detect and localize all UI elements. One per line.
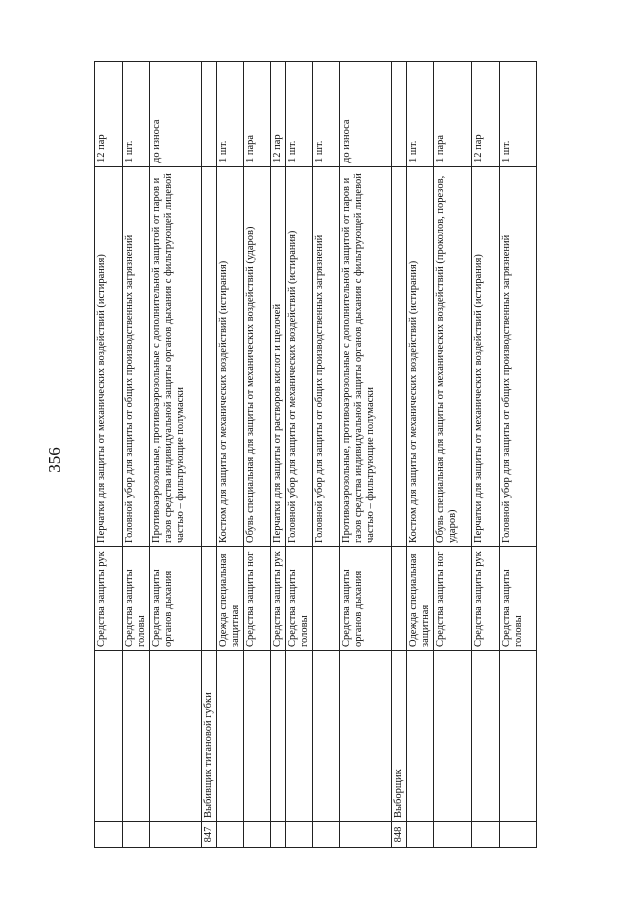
row-number (406, 822, 433, 848)
profession-cell (406, 651, 433, 822)
ppe-item-cell: Перчатки для защиты от растворов кислот и щелочей (270, 167, 285, 547)
table-row (471, 62, 499, 848)
issue-quantity-cell: 1 шт. (285, 62, 312, 167)
issue-quantity-cell (391, 62, 406, 167)
ppe-item-cell: Противоаэрозольные, противоаэрозольные с дополнительной защитой от паров и газов средства индивидуальной защиты органов дыхания с фильтрующей лицевой частью – фильтрующие полумаски (149, 167, 201, 547)
ppe-category-cell: Средства защиты головы (285, 547, 312, 651)
profession-cell (216, 651, 243, 822)
issue-quantity-cell: до износа (149, 62, 201, 167)
ppe-item-cell: Костюм для защиты от механических воздействий (истирания) (406, 167, 433, 547)
table-row (391, 62, 406, 848)
ppe-item-cell: Перчатки для защиты от механических воздействий (истирания) (95, 167, 123, 547)
table-row (95, 62, 123, 848)
ppe-category-cell (312, 547, 339, 651)
issue-quantity-cell: 1 пара (433, 62, 471, 167)
issue-quantity-cell (201, 62, 216, 167)
table-row (123, 62, 150, 848)
row-number: 848 (391, 822, 406, 848)
table-row (285, 62, 312, 848)
ppe-item-cell: Обувь специальная для защиты от механических воздействий (ударов) (243, 167, 270, 547)
ppe-category-cell: Средства защиты органов дыхания (149, 547, 201, 651)
profession-cell (243, 651, 270, 822)
row-number (433, 822, 471, 848)
profession-cell (285, 651, 312, 822)
issue-quantity-cell: 12 пар (471, 62, 499, 167)
row-number (312, 822, 339, 848)
row-number (123, 822, 150, 848)
issue-quantity-cell: 1 шт. (499, 62, 536, 167)
ppe-category-cell (391, 547, 406, 651)
row-number (339, 822, 391, 848)
issue-quantity-cell: 1 шт. (216, 62, 243, 167)
ppe-category-cell: Одежда специальная защитная (216, 547, 243, 651)
ppe-norms-table (94, 61, 537, 848)
ppe-category-cell: Средства защиты ног (243, 547, 270, 651)
ppe-item-cell: Костюм для защиты от механических воздействий (истирания) (216, 167, 243, 547)
issue-quantity-cell: 12 пар (270, 62, 285, 167)
ppe-category-cell: Средства защиты головы (123, 547, 150, 651)
table-row (312, 62, 339, 848)
ppe-category-cell: Средства защиты рук (95, 547, 123, 651)
issue-quantity-cell: 1 шт. (312, 62, 339, 167)
ppe-category-cell (201, 547, 216, 651)
issue-quantity-cell: до износа (339, 62, 391, 167)
row-number: 847 (201, 822, 216, 848)
ppe-item-cell: Головной убор для защиты от общих производственных загрязнений (312, 167, 339, 547)
table-row (433, 62, 471, 848)
table-row (243, 62, 270, 848)
issue-quantity-cell: 1 пара (243, 62, 270, 167)
issue-quantity-cell: 12 пар (95, 62, 123, 167)
ppe-item-cell: Противоаэрозольные, противоаэрозольные с дополнительной защитой от паров и газов средства индивидуальной защиты органов дыхания с фильтрующей лицевой частью – фильтрующие полумаски (339, 167, 391, 547)
row-number (285, 822, 312, 848)
ppe-item-cell (201, 167, 216, 547)
row-number (243, 822, 270, 848)
profession-cell (499, 651, 536, 822)
rotated-table-container (94, 62, 537, 848)
ppe-item-cell: Обувь специальная для защиты от механических воздействий (проколов, порезов, ударов) (433, 167, 471, 547)
ppe-item-cell: Головной убор для защиты от общих производственных загрязнений (123, 167, 150, 547)
profession-cell (312, 651, 339, 822)
row-number (499, 822, 536, 848)
table-row (339, 62, 391, 848)
row-number (95, 822, 123, 848)
profession-cell (471, 651, 499, 822)
row-number (149, 822, 201, 848)
ppe-category-cell: Средства защиты рук (270, 547, 285, 651)
profession-cell: Выбивщик титановой губки (201, 651, 216, 822)
profession-cell (270, 651, 285, 822)
table-row (499, 62, 536, 848)
table-row (201, 62, 216, 848)
profession-cell: Выборщик (391, 651, 406, 822)
ppe-category-cell: Средства защиты рук (471, 547, 499, 651)
row-number (216, 822, 243, 848)
ppe-category-cell: Средства защиты органов дыхания (339, 547, 391, 651)
ppe-category-cell: Средства защиты головы (499, 547, 536, 651)
profession-cell (123, 651, 150, 822)
table-row (270, 62, 285, 848)
ppe-category-cell: Одежда специальная защитная (406, 547, 433, 651)
table-row (406, 62, 433, 848)
table-row (149, 62, 201, 848)
profession-cell (433, 651, 471, 822)
ppe-item-cell (391, 167, 406, 547)
table-row (216, 62, 243, 848)
row-number (471, 822, 499, 848)
row-number (270, 822, 285, 848)
profession-cell (95, 651, 123, 822)
issue-quantity-cell: 1 шт. (123, 62, 150, 167)
ppe-item-cell: Головной убор для защиты от механических воздействий (истирания) (285, 167, 312, 547)
ppe-item-cell: Перчатки для защиты от механических воздействий (истирания) (471, 167, 499, 547)
profession-cell (149, 651, 201, 822)
ppe-category-cell: Средства защиты ног (433, 547, 471, 651)
issue-quantity-cell: 1 шт. (406, 62, 433, 167)
ppe-item-cell: Головной убор для защиты от общих производственных загрязнений (499, 167, 536, 547)
profession-cell (339, 651, 391, 822)
page-number: 356 (45, 447, 64, 473)
